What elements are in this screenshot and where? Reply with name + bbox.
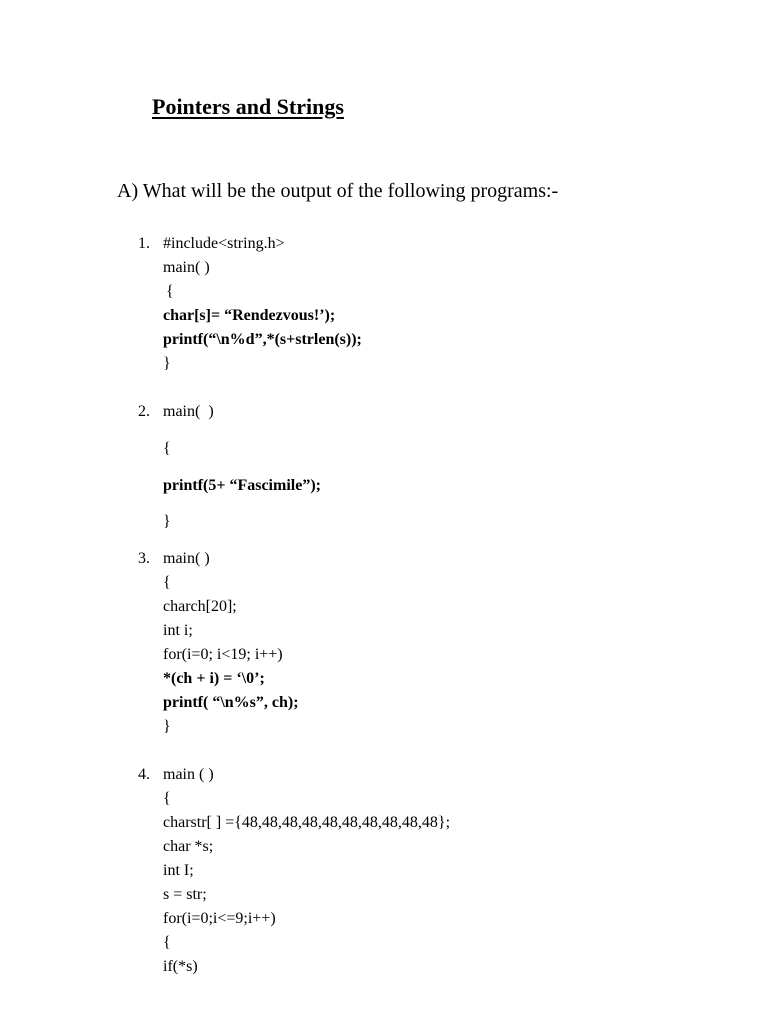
program-1-number: 1.	[138, 235, 150, 252]
program-4-line-6: s = str;	[163, 886, 207, 903]
program-2-line-1: main( )	[163, 403, 214, 420]
program-4-line-7: for(i=0;i<=9;i++)	[163, 910, 276, 927]
program-4-line-8: {	[163, 934, 171, 951]
program-3-line-8: }	[163, 718, 171, 735]
program-1-line-2: main( )	[163, 259, 210, 276]
program-1-line-3: {	[166, 283, 174, 300]
program-4-line-3: charstr[ ] ={48,48,48,48,48,48,48,48,48,48};	[163, 814, 451, 831]
program-4-line-5: int I;	[163, 862, 194, 879]
program-3-line-4: int i;	[163, 622, 193, 639]
program-1-line-6: }	[163, 355, 171, 372]
program-3-line-5: for(i=0; i<19; i++)	[163, 646, 283, 663]
program-2-line-3: printf(5+ “Fascimile”);	[163, 477, 321, 494]
program-4-line-1: main ( )	[163, 766, 214, 783]
program-1-line-1: #include<string.h>	[163, 235, 285, 252]
program-3-line-3: charch[20];	[163, 598, 237, 615]
program-2-number: 2.	[138, 403, 150, 420]
page-title: Pointers and Strings	[152, 94, 344, 119]
program-3-line-1: main( )	[163, 550, 210, 567]
program-3-line-7: printf( “\n%s”, ch);	[163, 694, 299, 711]
program-3-line-2: {	[163, 574, 171, 591]
program-1-line-5: printf(“\n%d”,*(s+strlen(s));	[163, 331, 362, 348]
section-heading: A) What will be the output of the following programs:-	[117, 180, 559, 202]
program-2-line-4: }	[163, 513, 171, 530]
program-3-number: 3.	[138, 550, 150, 567]
program-4-line-9: if(*s)	[163, 958, 198, 975]
program-4-number: 4.	[138, 766, 150, 783]
program-1-line-4: char[s]= “Rendezvous!’);	[163, 307, 336, 324]
program-3-line-6: *(ch + i) = ‘\0’;	[163, 670, 265, 687]
program-2-line-2: {	[163, 440, 171, 457]
program-4-line-4: char *s;	[163, 838, 214, 855]
program-4-line-2: {	[163, 790, 171, 807]
